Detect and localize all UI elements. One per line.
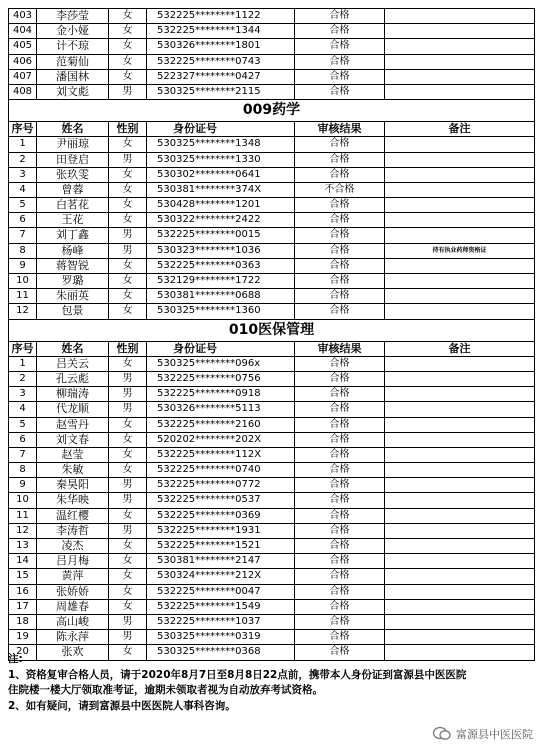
table-row: [9, 509, 535, 524]
wechat-logo-icon: [432, 726, 452, 742]
cell-name: 蒋智锐: [37, 259, 109, 274]
cell-id-number: 532225********1549: [147, 600, 295, 615]
notes-line-1: 1、资格复审合格人员，请于2020年8月7日至8月8日22点前，携带本人身份证到富源县中医医院: [8, 668, 467, 681]
cell-gender: 女: [109, 463, 147, 478]
cell-result: 合格: [295, 153, 385, 168]
cell-id-number: 532225********0756: [147, 372, 295, 387]
cell-name: 田登启: [37, 153, 109, 168]
table-row: [9, 463, 535, 478]
cell-gender: 男: [109, 478, 147, 493]
cell-result: 合格: [295, 554, 385, 569]
table-row: [9, 85, 535, 100]
cell-result: 合格: [295, 509, 385, 524]
cell-remark: [385, 198, 535, 213]
cell-remark: [385, 569, 535, 584]
cell-gender: 女: [109, 418, 147, 433]
table-row: [9, 493, 535, 508]
cell-name: 张娇娇: [37, 585, 109, 600]
cell-gender: 女: [109, 569, 147, 584]
cell-remark: [385, 402, 535, 417]
cell-id-number: 530322********2422: [147, 213, 295, 228]
cell-result: 合格: [295, 85, 385, 100]
cell-gender: 女: [109, 274, 147, 289]
cell-name: 吕月梅: [37, 554, 109, 569]
cell-result: 合格: [295, 39, 385, 54]
cell-name: 高山峻: [37, 615, 109, 630]
cell-remark: [385, 168, 535, 183]
cell-name: 杨峰: [37, 244, 109, 259]
cell-seq: 2: [9, 372, 37, 387]
cell-id-number: 532225********1037: [147, 615, 295, 630]
cell-remark: [385, 228, 535, 243]
table-row: [9, 289, 535, 304]
cell-result: 合格: [295, 585, 385, 600]
cell-result: 合格: [295, 569, 385, 584]
cell-id-number: 532225********0015: [147, 228, 295, 243]
cell-id-number: 530381********2147: [147, 554, 295, 569]
cell-name: 周雄春: [37, 600, 109, 615]
cell-result: 合格: [295, 357, 385, 372]
cell-remark: [385, 304, 535, 319]
cell-gender: 男: [109, 630, 147, 645]
cell-id-number: 532225********1122: [147, 9, 295, 24]
cell-name: 柳瑞涛: [37, 387, 109, 402]
table-row: [9, 402, 535, 417]
cell-seq: 1: [9, 137, 37, 152]
cell-result: 合格: [295, 433, 385, 448]
cell-seq: 9: [9, 478, 37, 493]
watermark: [432, 726, 533, 742]
cell-seq: 3: [9, 387, 37, 402]
cell-seq: 2: [9, 153, 37, 168]
cell-gender: 女: [109, 168, 147, 183]
header-seq: 序号: [9, 342, 37, 357]
cell-name: 白茗花: [37, 198, 109, 213]
cell-name: 温红樱: [37, 509, 109, 524]
header-remark: 备注: [385, 342, 535, 357]
cell-name: 陈永萍: [37, 630, 109, 645]
cell-name: 曾蓉: [37, 183, 109, 198]
cell-name: 王花: [37, 213, 109, 228]
cell-gender: 男: [109, 493, 147, 508]
cell-seq: 4: [9, 183, 37, 198]
cell-seq: 403: [9, 9, 37, 24]
cell-gender: 女: [109, 39, 147, 54]
cell-remark: [385, 9, 535, 24]
cell-seq: 12: [9, 304, 37, 319]
header-gender: 性别: [109, 342, 147, 357]
cell-remark: [385, 357, 535, 372]
cell-gender: 男: [109, 228, 147, 243]
notes-block: [8, 652, 538, 714]
cell-gender: 女: [109, 289, 147, 304]
cell-seq: 20: [9, 645, 37, 660]
cell-result: 合格: [295, 259, 385, 274]
cell-gender: 女: [109, 55, 147, 70]
cell-gender: 女: [109, 137, 147, 152]
cell-seq: 4: [9, 402, 37, 417]
table-row: [9, 9, 535, 24]
cell-seq: 8: [9, 244, 37, 259]
table-header-row: [9, 342, 535, 357]
cell-remark: [385, 418, 535, 433]
cell-name: 张欢: [37, 645, 109, 660]
table-header-row: [9, 122, 535, 137]
cell-gender: 男: [109, 402, 147, 417]
cell-name: 刘文春: [37, 433, 109, 448]
cell-gender: 女: [109, 448, 147, 463]
cell-name: 黄萍: [37, 569, 109, 584]
cell-seq: 18: [9, 615, 37, 630]
cell-result: 合格: [295, 478, 385, 493]
cell-id-number: 530325********2115: [147, 85, 295, 100]
cell-seq: 9: [9, 259, 37, 274]
cell-remark: [385, 259, 535, 274]
cell-remark: [385, 289, 535, 304]
cell-gender: 女: [109, 433, 147, 448]
cell-seq: 405: [9, 39, 37, 54]
cell-id-number: 530325********0319: [147, 630, 295, 645]
cell-name: 吕关云: [37, 357, 109, 372]
cell-result: 合格: [295, 418, 385, 433]
cell-id-number: 532225********0772: [147, 478, 295, 493]
cell-id-number: 532225********1521: [147, 539, 295, 554]
header-name: 姓名: [37, 122, 109, 137]
cell-id-number: 532225********112X: [147, 448, 295, 463]
cell-id-number: 532225********0537: [147, 493, 295, 508]
cell-result: 合格: [295, 645, 385, 660]
cell-seq: 8: [9, 463, 37, 478]
table-row: [9, 168, 535, 183]
cell-remark: [385, 600, 535, 615]
cell-id-number: 530428********1201: [147, 198, 295, 213]
cell-gender: 男: [109, 524, 147, 539]
cell-result: 合格: [295, 9, 385, 24]
cell-gender: 男: [109, 372, 147, 387]
cell-result: 合格: [295, 198, 385, 213]
cell-remark: [385, 539, 535, 554]
cell-id-number: 530325********0368: [147, 645, 295, 660]
cell-id-number: 532129********1722: [147, 274, 295, 289]
cell-id-number: 530302********0641: [147, 168, 295, 183]
cell-name: 金小娅: [37, 24, 109, 39]
cell-remark: [385, 213, 535, 228]
cell-gender: 女: [109, 304, 147, 319]
cell-id-number: 530324********212X: [147, 569, 295, 584]
cell-gender: 女: [109, 70, 147, 85]
cell-seq: 14: [9, 554, 37, 569]
cell-gender: 女: [109, 9, 147, 24]
cell-remark: [385, 70, 535, 85]
cell-gender: 女: [109, 554, 147, 569]
cell-gender: 男: [109, 85, 147, 100]
notes-title: 注:: [8, 653, 23, 665]
cell-gender: 女: [109, 645, 147, 660]
cell-result: 合格: [295, 274, 385, 289]
cell-remark: [385, 372, 535, 387]
cell-remark: [385, 183, 535, 198]
cell-gender: 女: [109, 585, 147, 600]
cell-id-number: 530325********1330: [147, 153, 295, 168]
table-row: [9, 448, 535, 463]
cell-id-number: 532225********0047: [147, 585, 295, 600]
cell-remark: [385, 39, 535, 54]
cell-seq: 11: [9, 509, 37, 524]
notes-line-3: 2、如有疑问，请到富源县中医医院人事科咨询。: [8, 699, 236, 712]
header-result: 审核结果: [295, 342, 385, 357]
cell-id-number: 530381********374X: [147, 183, 295, 198]
cell-gender: 男: [109, 153, 147, 168]
cell-gender: 女: [109, 183, 147, 198]
cell-seq: 5: [9, 198, 37, 213]
cell-remark: [385, 448, 535, 463]
cell-result: 不合格: [295, 183, 385, 198]
table-row: [9, 39, 535, 54]
cell-seq: 6: [9, 433, 37, 448]
cell-result: 合格: [295, 493, 385, 508]
table-row: [9, 554, 535, 569]
table-row: [9, 183, 535, 198]
cell-result: 合格: [295, 55, 385, 70]
header-id-number: 身份证号: [147, 122, 295, 137]
cell-seq: 408: [9, 85, 37, 100]
cell-id-number: 532225********0918: [147, 387, 295, 402]
cell-name: 计不琼: [37, 39, 109, 54]
watermark-text: 富源县中医医院: [456, 728, 533, 741]
table-row: [9, 259, 535, 274]
cell-result: 合格: [295, 213, 385, 228]
cell-result: 合格: [295, 168, 385, 183]
cell-seq: 12: [9, 524, 37, 539]
table-row: [9, 524, 535, 539]
cell-remark: [385, 24, 535, 39]
cell-remark: [385, 478, 535, 493]
cell-gender: 男: [109, 244, 147, 259]
cell-result: 合格: [295, 70, 385, 85]
cell-name: 范菊仙: [37, 55, 109, 70]
table-row: [9, 198, 535, 213]
cell-id-number: 530325********096x: [147, 357, 295, 372]
cell-id-number: 530325********1360: [147, 304, 295, 319]
cell-remark: [385, 630, 535, 645]
cell-seq: 10: [9, 493, 37, 508]
cell-seq: 15: [9, 569, 37, 584]
table-row: [9, 600, 535, 615]
header-remark: 备注: [385, 122, 535, 137]
table-row: [9, 387, 535, 402]
cell-remark: [385, 153, 535, 168]
cell-id-number: 532225********0369: [147, 509, 295, 524]
cell-result: 合格: [295, 372, 385, 387]
cell-remark: [385, 493, 535, 508]
cell-gender: 女: [109, 259, 147, 274]
cell-result: 合格: [295, 244, 385, 259]
header-gender: 性别: [109, 122, 147, 137]
cell-remark: [385, 85, 535, 100]
section-title: 010医保管理: [9, 320, 535, 342]
cell-seq: 5: [9, 418, 37, 433]
cell-gender: 女: [109, 198, 147, 213]
cell-result: 合格: [295, 402, 385, 417]
table-row: [9, 228, 535, 243]
cell-result: 合格: [295, 463, 385, 478]
cell-gender: 女: [109, 24, 147, 39]
cell-id-number: 530323********1036: [147, 244, 295, 259]
cell-name: 朱华映: [37, 493, 109, 508]
cell-id-number: 532225********2160: [147, 418, 295, 433]
notes-line-2: 住院楼一楼大厅领取准考证，逾期未领取者视为自动放弃考试资格。: [8, 684, 323, 696]
cell-seq: 407: [9, 70, 37, 85]
cell-seq: 13: [9, 539, 37, 554]
table-row: [9, 55, 535, 70]
table-row: [9, 569, 535, 584]
cell-result: 合格: [295, 304, 385, 319]
cell-result: 合格: [295, 524, 385, 539]
table-row: [9, 433, 535, 448]
cell-remark: 持有执业药师资格证: [385, 244, 535, 259]
cell-id-number: 522327********0427: [147, 70, 295, 85]
cell-seq: 7: [9, 448, 37, 463]
cell-id-number: 530381********0688: [147, 289, 295, 304]
cell-seq: 7: [9, 228, 37, 243]
header-name: 姓名: [37, 342, 109, 357]
cell-result: 合格: [295, 600, 385, 615]
cell-remark: [385, 433, 535, 448]
cell-name: 尹丽琼: [37, 137, 109, 152]
cell-remark: [385, 615, 535, 630]
cell-id-number: 532225********0363: [147, 259, 295, 274]
cell-seq: 16: [9, 585, 37, 600]
cell-seq: 11: [9, 289, 37, 304]
table-row: [9, 213, 535, 228]
cell-name: 孔云彪: [37, 372, 109, 387]
cell-name: 潘国林: [37, 70, 109, 85]
table-row: [9, 304, 535, 319]
cell-name: 赵雪丹: [37, 418, 109, 433]
cell-seq: 19: [9, 630, 37, 645]
table-row: [9, 153, 535, 168]
cell-result: 合格: [295, 137, 385, 152]
cell-id-number: 530326********1801: [147, 39, 295, 54]
table-row: [9, 585, 535, 600]
cell-seq: 406: [9, 55, 37, 70]
cell-id-number: 530325********1348: [147, 137, 295, 152]
cell-seq: 10: [9, 274, 37, 289]
cell-result: 合格: [295, 289, 385, 304]
cell-name: 代龙顺: [37, 402, 109, 417]
table-row: [9, 70, 535, 85]
cell-remark: [385, 585, 535, 600]
cell-id-number: 532225********1344: [147, 24, 295, 39]
cell-id-number: 532225********0740: [147, 463, 295, 478]
cell-remark: [385, 463, 535, 478]
cell-remark: [385, 524, 535, 539]
table-row: [9, 372, 535, 387]
cell-gender: 女: [109, 357, 147, 372]
cell-name: 朱丽英: [37, 289, 109, 304]
table-row: [9, 357, 535, 372]
cell-result: 合格: [295, 387, 385, 402]
cell-remark: [385, 137, 535, 152]
cell-name: 李涛哲: [37, 524, 109, 539]
cell-gender: 女: [109, 600, 147, 615]
cell-seq: 1: [9, 357, 37, 372]
cell-name: 罗璐: [37, 274, 109, 289]
results-table: [8, 8, 535, 661]
cell-seq: 6: [9, 213, 37, 228]
cell-id-number: 520202********202X: [147, 433, 295, 448]
cell-name: 刘丁鑫: [37, 228, 109, 243]
header-result: 审核结果: [295, 122, 385, 137]
cell-seq: 17: [9, 600, 37, 615]
table-row: [9, 539, 535, 554]
table-row: [9, 615, 535, 630]
cell-result: 合格: [295, 448, 385, 463]
header-seq: 序号: [9, 122, 37, 137]
cell-remark: [385, 55, 535, 70]
cell-result: 合格: [295, 228, 385, 243]
header-id-number: 身份证号: [147, 342, 295, 357]
cell-name: 朱敏: [37, 463, 109, 478]
section-title: 009药学: [9, 100, 535, 122]
table-row: [9, 24, 535, 39]
cell-id-number: 532225********0743: [147, 55, 295, 70]
cell-name: 张玖雯: [37, 168, 109, 183]
cell-seq: 404: [9, 24, 37, 39]
cell-result: 合格: [295, 615, 385, 630]
cell-gender: 女: [109, 509, 147, 524]
cell-name: 凌杰: [37, 539, 109, 554]
cell-name: 包景: [37, 304, 109, 319]
cell-result: 合格: [295, 24, 385, 39]
cell-remark: [385, 274, 535, 289]
table-row: [9, 478, 535, 493]
table-row: [9, 274, 535, 289]
cell-remark: [385, 387, 535, 402]
table-row: [9, 630, 535, 645]
cell-seq: 3: [9, 168, 37, 183]
table-row: [9, 418, 535, 433]
cell-name: 秦昊阳: [37, 478, 109, 493]
cell-name: 李莎莹: [37, 9, 109, 24]
cell-gender: 女: [109, 213, 147, 228]
cell-remark: [385, 509, 535, 524]
table-row: [9, 137, 535, 152]
cell-gender: 男: [109, 615, 147, 630]
cell-id-number: 532225********1931: [147, 524, 295, 539]
table-row: [9, 244, 535, 259]
cell-name: 赵莹: [37, 448, 109, 463]
cell-result: 合格: [295, 539, 385, 554]
cell-gender: 女: [109, 539, 147, 554]
cell-id-number: 530326********5113: [147, 402, 295, 417]
cell-result: 合格: [295, 630, 385, 645]
cell-gender: 男: [109, 387, 147, 402]
cell-name: 刘文彪: [37, 85, 109, 100]
cell-remark: [385, 554, 535, 569]
